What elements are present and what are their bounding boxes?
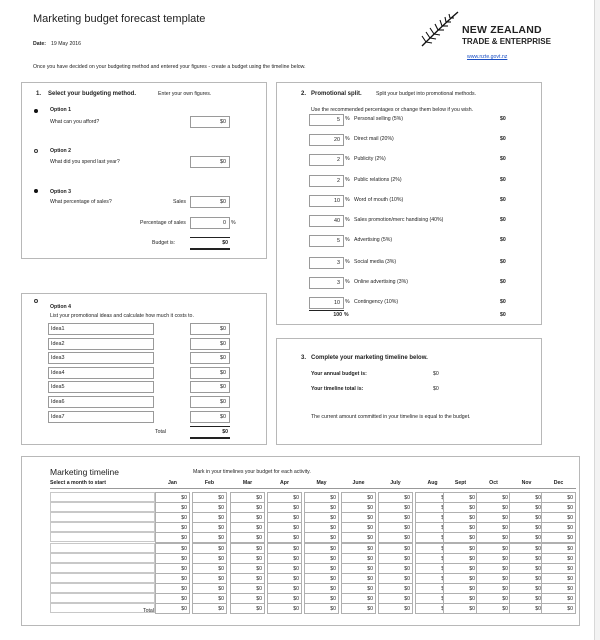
- timeline-cell[interactable]: $0: [378, 512, 413, 523]
- promo-pct-sign: %: [345, 279, 350, 285]
- promo-method-value: $0: [500, 136, 506, 142]
- timeline-activity-input[interactable]: [50, 593, 155, 603]
- timeline-cell[interactable]: $0: [443, 512, 478, 523]
- promo-method-label: Public relations (2%): [354, 177, 402, 183]
- timeline-cell[interactable]: $0: [509, 563, 544, 574]
- timeline-select-label: Select a month to start: [50, 480, 106, 486]
- timeline-cell[interactable]: $0: [378, 593, 413, 604]
- promo-pct-sign: %: [345, 116, 350, 122]
- month-header: May: [316, 480, 327, 486]
- timeline-cell[interactable]: $0: [341, 543, 376, 554]
- promo-method-label: Publicity (2%): [354, 156, 386, 162]
- timeline-cell[interactable]: $0: [476, 502, 511, 513]
- promo-method-label: Direct mail (20%): [354, 136, 394, 142]
- option3-label: Option 3: [50, 189, 72, 195]
- timeline-cell[interactable]: $0: [192, 532, 227, 543]
- timeline-cell[interactable]: $0: [192, 573, 227, 584]
- month-header: Aug: [427, 480, 438, 486]
- timeline-cell[interactable]: $0: [341, 563, 376, 574]
- timeline-cell[interactable]: $0: [155, 553, 190, 564]
- percentage-sign: %: [231, 220, 236, 226]
- section2-instruction: Use the recommended percentages or change them below if you wish.: [311, 107, 474, 113]
- timeline-cell[interactable]: $0: [304, 512, 339, 523]
- promo-method-value: $0: [500, 299, 506, 305]
- timeline-cell[interactable]: $0: [541, 553, 576, 564]
- promo-method-value: $0: [500, 156, 506, 162]
- option2-radio[interactable]: [34, 149, 38, 153]
- timeline-cell: $0: [304, 603, 339, 614]
- timeline-cell[interactable]: $0: [192, 522, 227, 533]
- timeline-cell[interactable]: $0: [192, 543, 227, 554]
- timeline-cell[interactable]: $0: [304, 492, 339, 503]
- timeline-note: The current amount committed in your timeline is equal to the budget.: [311, 414, 471, 420]
- timeline-cell[interactable]: $0: [541, 573, 576, 584]
- idea-cost-input[interactable]: $0: [190, 367, 230, 379]
- idea-name-input[interactable]: Idea7: [48, 411, 154, 423]
- timeline-cell[interactable]: $0: [192, 492, 227, 503]
- promo-method-label: Social media (3%): [354, 259, 397, 265]
- idea-name-input[interactable]: Idea2: [48, 338, 154, 350]
- timeline-cell: $0: [378, 603, 413, 614]
- promo-method-label: Personal selling (5%): [354, 116, 404, 122]
- timeline-cell[interactable]: $0: [341, 553, 376, 564]
- timeline-mark-text: Mark in your timelines your budget for each activity.: [193, 469, 311, 475]
- timeline-cell[interactable]: $0: [155, 492, 190, 503]
- timeline-cell[interactable]: $0: [267, 522, 302, 533]
- idea-name-input[interactable]: Idea5: [48, 381, 154, 393]
- intro-text: Once you have decided on your budgeting method and entered your figures - create a budget using the timeline below.: [33, 64, 306, 70]
- promo-method-label: Word of mouth (10%): [354, 197, 404, 203]
- option1-input[interactable]: $0: [190, 116, 230, 128]
- timeline-cell[interactable]: $0: [443, 543, 478, 554]
- timeline-cell[interactable]: $0: [541, 593, 576, 604]
- month-header: July: [390, 480, 401, 486]
- timeline-cell[interactable]: $0: [267, 593, 302, 604]
- section1-sub: Enter your own figures.: [158, 91, 212, 97]
- timeline-cell[interactable]: $0: [541, 522, 576, 533]
- budget-label: Budget is:: [152, 240, 176, 246]
- timeline-cell[interactable]: $0: [341, 522, 376, 533]
- sales-label: Sales: [173, 199, 186, 205]
- timeline-cell[interactable]: $0: [443, 522, 478, 533]
- timeline-cell[interactable]: $0: [443, 492, 478, 503]
- timeline-cell[interactable]: $0: [341, 512, 376, 523]
- timeline-cell[interactable]: $0: [378, 543, 413, 554]
- promo-total-sign: %: [344, 312, 349, 318]
- promo-pct-sign: %: [345, 237, 350, 243]
- month-header: June: [352, 480, 365, 486]
- timeline-activity-input[interactable]: [50, 522, 155, 532]
- section2-sub: Split your budget into promotional methods.: [376, 91, 477, 97]
- timeline-cell[interactable]: $0: [509, 573, 544, 584]
- scrollbar-edge[interactable]: [594, 0, 600, 640]
- timeline-cell[interactable]: $0: [267, 573, 302, 584]
- timeline-cell: $0: [192, 603, 227, 614]
- budget-rule-top: [190, 237, 230, 238]
- timeline-cell[interactable]: $0: [541, 532, 576, 543]
- month-header: Feb: [204, 480, 215, 486]
- timeline-cell[interactable]: $0: [443, 573, 478, 584]
- option4-desc: List your promotional ideas and calculate how much it costs to.: [50, 313, 194, 319]
- timeline-cell: $0: [230, 603, 265, 614]
- promo-method-value: $0: [500, 217, 506, 223]
- promo-method-label: Advertising (5%): [354, 237, 393, 243]
- idea-name-input[interactable]: Idea4: [48, 367, 154, 379]
- option1-label: Option 1: [50, 107, 72, 113]
- ideas-total-value: $0: [222, 429, 228, 435]
- promo-method-label: Online advertising (3%): [354, 279, 408, 285]
- timeline-activity-input[interactable]: [50, 553, 155, 563]
- budget-value: $0: [222, 240, 228, 246]
- month-header: Mar: [242, 480, 253, 486]
- timeline-activity-input[interactable]: [50, 512, 155, 522]
- promo-method-label: Sales promotion/merc handising (40%): [354, 217, 444, 223]
- timeline-total-value: $0: [433, 386, 439, 392]
- option3-question: What percentage of sales?: [50, 199, 112, 205]
- timeline-cell[interactable]: $0: [155, 532, 190, 543]
- promo-pct-input[interactable]: 40: [309, 215, 344, 227]
- promo-pct-input[interactable]: 10: [309, 195, 344, 207]
- section2-heading: Promotional split.: [311, 91, 362, 97]
- timeline-activity-input[interactable]: [50, 532, 155, 542]
- timeline-cell[interactable]: $0: [509, 553, 544, 564]
- timeline-cell[interactable]: $0: [192, 553, 227, 564]
- section1-heading: Select your budgeting method.: [48, 91, 137, 97]
- timeline-cell[interactable]: $0: [155, 583, 190, 594]
- budget-rule-bottom: [190, 248, 230, 250]
- timeline-cell[interactable]: $0: [476, 593, 511, 604]
- timeline-total-label: Your timeline total is:: [311, 386, 364, 392]
- timeline-title: Marketing timeline: [50, 467, 119, 477]
- page-title: Marketing budget forecast template: [33, 13, 206, 25]
- timeline-cell[interactable]: $0: [378, 502, 413, 513]
- timeline-activity-input[interactable]: [50, 583, 155, 593]
- timeline-cell[interactable]: $0: [509, 543, 544, 554]
- timeline-activity-input[interactable]: [50, 603, 155, 613]
- timeline-cell: $0: [476, 603, 511, 614]
- timeline-cell[interactable]: $0: [378, 522, 413, 533]
- promo-pct-input[interactable]: 20: [309, 134, 344, 146]
- timeline-cell[interactable]: $0: [341, 492, 376, 503]
- timeline-cell[interactable]: $0: [230, 593, 265, 604]
- timeline-cell[interactable]: $0: [267, 543, 302, 554]
- timeline-cell[interactable]: $0: [155, 563, 190, 574]
- timeline-cell[interactable]: $0: [155, 543, 190, 554]
- idea-name-input[interactable]: Idea1: [48, 323, 154, 335]
- ideas-total-rule-bottom: [190, 437, 230, 439]
- option2-label: Option 2: [50, 148, 72, 154]
- timeline-cell[interactable]: $0: [267, 502, 302, 513]
- section1-num: 1.: [36, 91, 42, 97]
- timeline-cell: $0: [509, 603, 544, 614]
- timeline-total-row-label: Total: [143, 608, 154, 614]
- timeline-cell[interactable]: $0: [230, 492, 265, 503]
- idea-cost-input[interactable]: $0: [190, 352, 230, 364]
- timeline-cell[interactable]: $0: [476, 512, 511, 523]
- timeline-cell[interactable]: $0: [192, 563, 227, 574]
- timeline-cell[interactable]: $0: [509, 522, 544, 533]
- timeline-cell[interactable]: $0: [341, 532, 376, 543]
- timeline-cell[interactable]: $0: [155, 502, 190, 513]
- timeline-cell[interactable]: $0: [267, 532, 302, 543]
- timeline-cell: $0: [155, 603, 190, 614]
- timeline-cell[interactable]: $0: [541, 502, 576, 513]
- promo-pct-input[interactable]: 10: [309, 297, 344, 309]
- timeline-cell[interactable]: $0: [267, 512, 302, 523]
- timeline-cell[interactable]: $0: [509, 532, 544, 543]
- annual-budget-label: Your annual budget is:: [311, 371, 367, 377]
- timeline-cell[interactable]: $0: [541, 583, 576, 594]
- timeline-cell[interactable]: $0: [155, 573, 190, 584]
- promo-total-rule: [309, 310, 344, 311]
- timeline-cell[interactable]: $0: [378, 553, 413, 564]
- idea-cost-input[interactable]: $0: [190, 323, 230, 335]
- timeline-cell[interactable]: $0: [443, 532, 478, 543]
- timeline-cell[interactable]: $0: [509, 593, 544, 604]
- date-label: Date:: [33, 41, 46, 47]
- option4-label: Option 4: [50, 304, 72, 310]
- timeline-cell[interactable]: $0: [476, 522, 511, 533]
- fern-logo-icon: [418, 8, 462, 48]
- section2-num: 2.: [301, 91, 307, 97]
- promo-method-value: $0: [500, 237, 506, 243]
- promo-pct-sign: %: [345, 259, 350, 265]
- promo-pct-sign: %: [345, 136, 350, 142]
- promo-pct-input[interactable]: 3: [309, 257, 344, 269]
- timeline-cell[interactable]: $0: [155, 512, 190, 523]
- timeline-cell[interactable]: $0: [155, 522, 190, 533]
- idea-cost-input[interactable]: $0: [190, 338, 230, 350]
- timeline-activity-input[interactable]: [50, 573, 155, 583]
- timeline-cell[interactable]: $0: [443, 553, 478, 564]
- percentage-input[interactable]: 0: [190, 217, 230, 229]
- month-header: Nov: [521, 480, 532, 486]
- timeline-cell[interactable]: $0: [192, 502, 227, 513]
- timeline-activity-input[interactable]: [50, 492, 155, 502]
- promo-method-value: $0: [500, 259, 506, 265]
- promo-method-value: $0: [500, 177, 506, 183]
- timeline-cell[interactable]: $0: [341, 593, 376, 604]
- timeline-cell[interactable]: $0: [378, 532, 413, 543]
- idea-name-input[interactable]: Idea6: [48, 396, 154, 408]
- timeline-header-rule: [50, 488, 576, 489]
- promo-pct-sign: %: [345, 299, 350, 305]
- timeline-cell[interactable]: $0: [341, 583, 376, 594]
- timeline-cell[interactable]: $0: [230, 553, 265, 564]
- timeline-cell[interactable]: $0: [267, 563, 302, 574]
- promo-total-value: $0: [500, 312, 506, 318]
- timeline-cell[interactable]: $0: [304, 522, 339, 533]
- timeline-cell[interactable]: $0: [476, 553, 511, 564]
- ideas-total-rule: [190, 426, 230, 427]
- logo-line1: NEW ZEALAND: [462, 24, 542, 36]
- promo-pct-input[interactable]: 5: [309, 235, 344, 247]
- timeline-cell[interactable]: $0: [267, 492, 302, 503]
- month-header: Dec: [553, 480, 564, 486]
- timeline-cell[interactable]: $0: [476, 573, 511, 584]
- percentage-label: Percentage of sales: [140, 220, 186, 226]
- timeline-cell[interactable]: $0: [509, 492, 544, 503]
- section3-heading: Complete your marketing timeline below.: [311, 355, 428, 361]
- timeline-cell: $0: [443, 603, 478, 614]
- timeline-cell[interactable]: $0: [476, 492, 511, 503]
- timeline-cell[interactable]: $0: [378, 583, 413, 594]
- option1-radio[interactable]: [34, 109, 38, 113]
- promo-method-value: $0: [500, 279, 506, 285]
- timeline-cell[interactable]: $0: [378, 573, 413, 584]
- timeline-cell[interactable]: $0: [476, 563, 511, 574]
- timeline-cell[interactable]: $0: [304, 543, 339, 554]
- timeline-cell[interactable]: $0: [230, 532, 265, 543]
- timeline-cell[interactable]: $0: [341, 573, 376, 584]
- promo-pct-input[interactable]: 5: [309, 114, 344, 126]
- promo-pct-sign: %: [345, 197, 350, 203]
- option2-question: What did you spend last year?: [50, 159, 120, 165]
- idea-cost-input[interactable]: $0: [190, 411, 230, 423]
- month-header: Jan: [168, 480, 177, 486]
- timeline-cell[interactable]: $0: [192, 593, 227, 604]
- annual-budget-value: $0: [433, 371, 439, 377]
- month-header: Oct: [489, 480, 498, 486]
- idea-cost-input[interactable]: $0: [190, 381, 230, 393]
- month-header: Apr: [280, 480, 289, 486]
- timeline-cell[interactable]: $0: [476, 532, 511, 543]
- promo-method-value: $0: [500, 197, 506, 203]
- timeline-cell[interactable]: $0: [230, 502, 265, 513]
- timeline-cell[interactable]: $0: [230, 543, 265, 554]
- timeline-cell[interactable]: $0: [230, 583, 265, 594]
- timeline-cell[interactable]: $0: [230, 563, 265, 574]
- timeline-cell[interactable]: $0: [230, 522, 265, 533]
- date-value[interactable]: 19 May 2016: [51, 41, 81, 47]
- timeline-cell[interactable]: $0: [304, 573, 339, 584]
- timeline-cell[interactable]: $0: [443, 593, 478, 604]
- timeline-cell[interactable]: $0: [304, 532, 339, 543]
- timeline-cell[interactable]: $0: [541, 543, 576, 554]
- idea-cost-input[interactable]: $0: [190, 396, 230, 408]
- timeline-activity-input[interactable]: [50, 543, 155, 553]
- promo-method-value: $0: [500, 116, 506, 122]
- timeline-cell[interactable]: $0: [304, 593, 339, 604]
- timeline-cell[interactable]: $0: [378, 563, 413, 574]
- timeline-cell: $0: [541, 603, 576, 614]
- promo-pct-sign: %: [345, 156, 350, 162]
- timeline-cell[interactable]: $0: [509, 502, 544, 513]
- timeline-cell[interactable]: $0: [267, 583, 302, 594]
- promo-total-pct: 100: [333, 312, 342, 318]
- timeline-cell[interactable]: $0: [476, 583, 511, 594]
- ideas-total-label: Total: [155, 429, 166, 435]
- timeline-cell[interactable]: $0: [304, 553, 339, 564]
- option4-radio[interactable]: [34, 299, 38, 303]
- section3-num: 3.: [301, 355, 307, 361]
- timeline-cell[interactable]: $0: [230, 512, 265, 523]
- timeline-cell[interactable]: $0: [304, 502, 339, 513]
- sales-input[interactable]: $0: [190, 196, 230, 208]
- timeline-cell[interactable]: $0: [541, 563, 576, 574]
- promo-pct-input[interactable]: 3: [309, 277, 344, 289]
- option2-input[interactable]: $0: [190, 156, 230, 168]
- timeline-cell[interactable]: $0: [192, 512, 227, 523]
- timeline-cell[interactable]: $0: [541, 492, 576, 503]
- timeline-cell[interactable]: $0: [341, 502, 376, 513]
- month-header: Sept: [454, 480, 467, 486]
- timeline-cell[interactable]: $0: [230, 573, 265, 584]
- logo-line2: TRADE & ENTERPRISE: [462, 37, 551, 46]
- timeline-cell: $0: [267, 603, 302, 614]
- timeline-cell[interactable]: $0: [192, 583, 227, 594]
- promo-pct-input[interactable]: 2: [309, 175, 344, 187]
- timeline-cell[interactable]: $0: [304, 583, 339, 594]
- promo-pct-input[interactable]: 2: [309, 154, 344, 166]
- option1-question: What can you afford?: [50, 119, 100, 125]
- timeline-cell[interactable]: $0: [476, 543, 511, 554]
- timeline-activity-input[interactable]: [50, 563, 155, 573]
- timeline-cell[interactable]: $0: [509, 583, 544, 594]
- timeline-cell[interactable]: $0: [155, 593, 190, 604]
- timeline-cell: $0: [341, 603, 376, 614]
- timeline-cell[interactable]: $0: [443, 502, 478, 513]
- logo-url-link[interactable]: www.nzte.govt.nz: [467, 54, 508, 60]
- idea-name-input[interactable]: Idea3: [48, 352, 154, 364]
- promo-pct-sign: %: [345, 217, 350, 223]
- timeline-cell[interactable]: $0: [378, 492, 413, 503]
- option3-radio[interactable]: [34, 189, 38, 193]
- timeline-cell[interactable]: $0: [509, 512, 544, 523]
- timeline-cell[interactable]: $0: [443, 563, 478, 574]
- promo-method-label: Contingency (10%): [354, 299, 399, 305]
- promo-pct-sign: %: [345, 177, 350, 183]
- timeline-activity-input[interactable]: [50, 502, 155, 512]
- timeline-cell[interactable]: $0: [304, 563, 339, 574]
- timeline-cell[interactable]: $0: [443, 583, 478, 594]
- timeline-cell[interactable]: $0: [541, 512, 576, 523]
- timeline-cell[interactable]: $0: [267, 553, 302, 564]
